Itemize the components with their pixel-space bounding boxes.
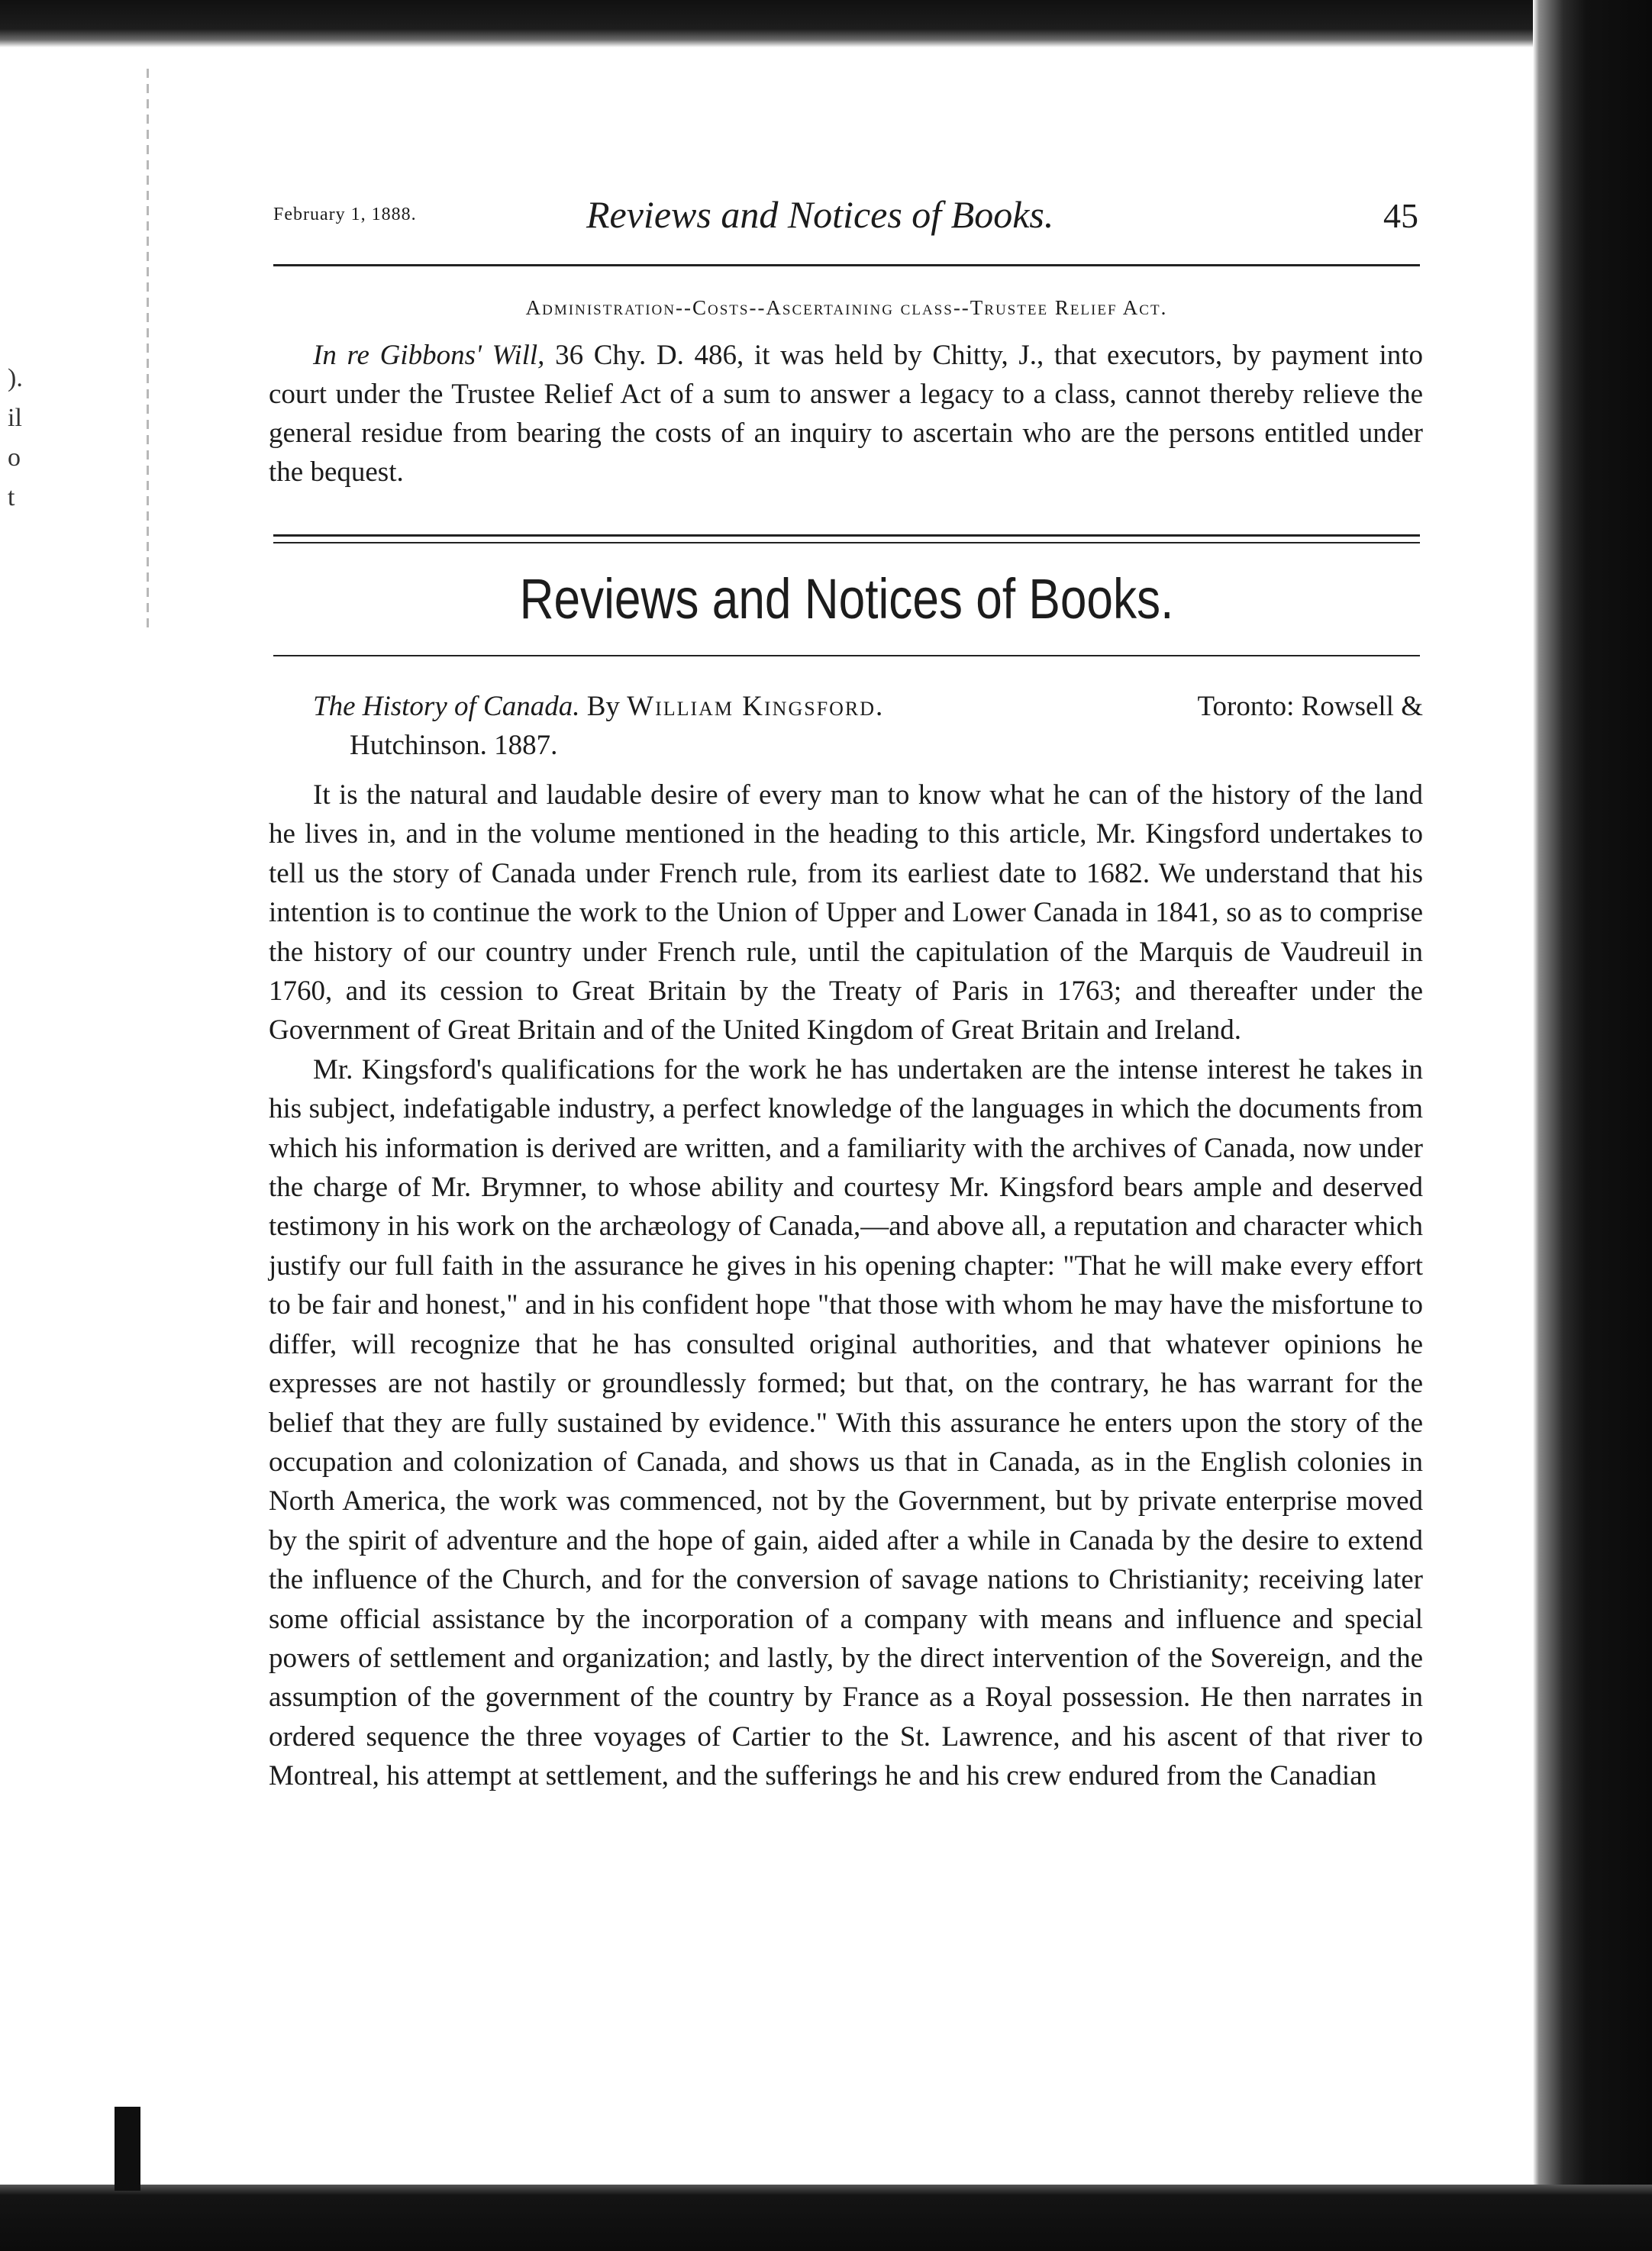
by-label: By [579,691,628,722]
page-number: 45 [1383,196,1418,235]
scan-border-top [0,0,1652,47]
section-title: Reviews and Notices of Books. [519,567,1174,630]
scan-border-bottom [0,2185,1652,2251]
header-rule [273,264,1420,266]
publisher: Toronto: Rowsell & [1197,691,1423,722]
review-body [269,776,1423,1796]
author-name: William Kingsford. [627,691,885,722]
book-title: The History of Canada. [313,691,580,722]
scan-border-right [1533,0,1652,2251]
header-date: February 1, 1888. [273,205,417,224]
legal-note-heading: Administration--Costs--Ascertaining class--Trustee Relief Act. [525,296,1168,319]
legal-note-text: 36 Chy. D. 486, it was held by Chitty, J., that executors, by payment into court under the Trustee Relief Act of a sum to answer a legacy to a class, cannot thereby relieve the general residue from bearing the costs of an inquiry to ascertain who are the persons entitled under the bequest. [269,340,1424,488]
header-running-title: Reviews and Notices of Books. [586,193,1054,236]
adjacent-page-fragment: ). il o t [8,364,23,511]
scan-binding-edge [147,69,149,634]
review-paragraph: Mr. Kingsford's qualifications for the work he has undertaken are the intense interest he takes in his subject, indefatigable industry, a perfect knowledge of the languages in which the documents from which his information is derived are written, and a familiarity with the archives of Canada, now under the charge of Mr. Brymner, to whose ability and courtesy Mr. Kingsford bears ample and deserved testimony in his work on the archæology of Canada,—and above all, a reputation and character which justify our full faith in the assurance he gives in his opening chapter: "That he will make every effort to be fair and honest," and in his confident hope "that those with whom he may have the misfortune to differ, will recognize that he has consulted original authorities, and that whatever opinions he expresses are not hastily or groundlessly formed; but that, on the contrary, he has warrant for the belief that they are fully sustained by evidence." With this assurance he enters upon the story of the occupation and colonization of Canada, and shows us that in Canada, as in the English colonies in North America, the work was commenced, not by the Government, but by private enterprise moved by the spirit of adventure and the hope of gain, aided after a while in Canada by the desire to extend the influence of the Church, and for the conversion of savage nations to Christianity; receiving later some official assistance by the incorporation of a company with means and influence and special powers of settlement and organization; and lastly, by the direct intervention of the Sovereign, and the assumption of the government of the country by France as a Royal possession. He then narrates in ordered sequence the three voyages of Cartier to the St. Lawrence, and his ascent of that river to Montreal, his attempt at settlement, and the sufferings he and his crew endured from the Canadian [269,1053,1423,1792]
section-double-rule-top [273,534,1420,537]
review-paragraph: It is the natural and laudable desire of every man to know what he can of the history of the land he lives in, and in the volume mentioned in the heading to this article, Mr. Kingsford undertakes to tell us the story of Canada under French rule, from its earliest date to 1682. We understand that his intention is to continue the work to the Union of Upper and Lower Canada in 1841, so as to comprise the history of our country under French rule, until the capitulation of the Marquis de Vaudreuil in 1760, and its cession to Great Britain by the Treaty of Paris in 1763; and thereafter under the Government of Great Britain and of the United Kingdom of Great Britain and Ireland. [269,779,1423,1046]
running-header [273,192,1418,246]
legal-note-body [269,336,1423,492]
section-double-rule-bottom [273,542,1420,543]
section-title-rule [273,655,1420,656]
publisher-line-2: Hutchinson. 1887. [350,730,558,761]
scan-binding-mark [115,2107,140,2191]
case-name: In re Gibbons' Will, [313,340,545,371]
book-citation [269,687,1423,765]
